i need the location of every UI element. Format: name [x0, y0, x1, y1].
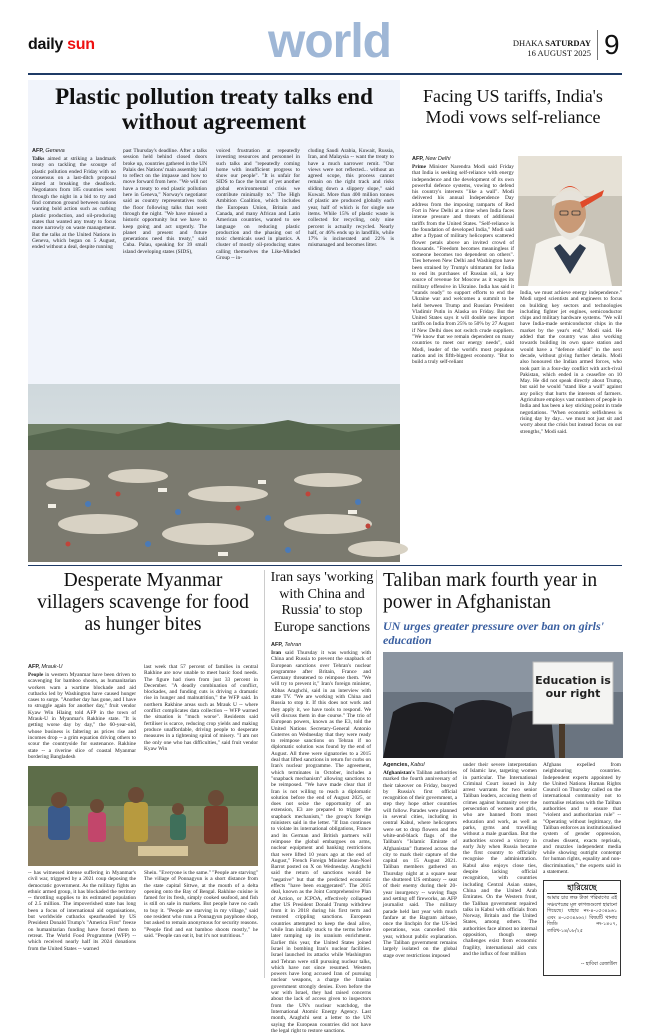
taliban-headline: Taliban mark fourth year in power in Afghanistan [383, 570, 598, 613]
myanmar-place: Mrauk-U [41, 664, 63, 670]
plastic-byline [32, 148, 65, 154]
taliban-col-2 [463, 762, 537, 978]
masthead [0, 0, 650, 76]
plastic-col-1 [32, 156, 116, 378]
masthead-rule [28, 73, 622, 75]
plastic-waste-photo [28, 384, 400, 562]
iran-lead: Iran [271, 650, 282, 656]
issue-full-date: 16 AUGUST 2025 [527, 48, 591, 58]
myanmar-col-4 [144, 870, 258, 978]
modi-photo [518, 156, 622, 286]
iran-headline: Iran says 'working with China and Russia' to stop Europe sanctions [270, 570, 374, 635]
daily-sun-logo [28, 36, 95, 54]
modi-col-1 [412, 164, 514, 562]
story-myanmar [28, 570, 258, 978]
taliban-agency: Agencies, [383, 762, 409, 768]
taliban-col-1 [383, 770, 457, 978]
lost-notice-box [543, 880, 621, 976]
story-iran [264, 570, 374, 1034]
taliban-col-3 [543, 762, 621, 876]
lost-notice-title: হারিয়েছে [547, 883, 617, 894]
myanmar-byline [28, 664, 62, 670]
taliban-photo [383, 652, 623, 758]
taliban-lead: Afghanistan's [383, 770, 415, 776]
iran-text: said Thursday it was working with China and Russia to prevent the snapback of European sanctions over Tehran's nuclear programme after Britain, France and Germany threatened to reimpose them. "We will try to prevent it," Iran's foreign minister, Abbas Araghchi, said in an interview with state TV. "We are working with China and Russia to stop it. If this does not work and they apply it, we have tools to respond. We will discuss them in due course." The trio of European powers, known as the E3, told the United Nations Secretary-General Antonio Guterres on Wednesday that they were ready to reimpose sanctions on Tehran if no diplomatic solution was found by the end of August. All three were signatories to a 2015 deal that lifted sanctions in return for curbs on Iran's nuclear programme. The agreement, which terminates in October, includes a "snapback mechanism" allowing sanctions to be reimposed. "We have made clear that if Iran is not willing to reach a diplomatic solution before the end of August 2025, or does not seize the opportunity of an extension, E3 are prepared to trigger the snapback mechanism," the group's foreign ministers said in the letter. "If Iran continues to violate its international obligations, France and its German and British partners will reimpose the global embargoes on arms, nuclear equipment and banking restrictions that were lifted 10 years ago at the end of August," French Foreign Minister Jean-Noel Barrot posted on X on Wednesday. Araghchi said the return of sanctions would be "negative" but that the predicted economic effects "have been exaggerated". The 2015 deal, known as the Joint Comprehensive Plan of Action, or JCPOA, effectively collapsed after US President Donald Trump withdrew from it in 2018 during his first term and restored crippling sanctions. European countries attempted to keep the deal alive, while Iran initially stuck to the terms before later ramping up its uranium enrichment. Earlier this year, the United States joined Israel in bombing Iran's nuclear facilities. Israel launched its attacks while Washington and Tehran were still pursuing nuclear talks, which have not since resumed. Western powers have long accused Iran of pursuing nuclear weapons, a charge the Iranian government strongly denies. Even before the war with Israel, they had raised concerns about the lack of access given to inspectors from the UN's nuclear watchdog, the International Atomic Energy Agency. Last month, Araghchi sent a letter to the UN saying the European countries did not have the legal right to restore sanctions. [271, 650, 371, 1034]
modi-text-2: India, we must achieve energy independence." Modi urged scientists and engineers to focus on building key sectors and technologies including fighter jet engines, semiconductor chips and military hardware systems. "We will have India-made semiconductor chips in the market by the year's end," Modi said. He added that the country was also working towards building its own space station and would have a "defence shield" in the next decade, without giving further details. Modi also honoured the Indian armed forces, who took part in a four-day conflict with arch-rival Pakistan, which ended in a ceasefire on 10 May. He did not speak directly about Trump, but said he would "stand like a wall" against any policy that hurts the interests of farmers. Agriculture employs vast numbers of people in India and has been a key sticking point in trade negotiations. "When economic selfishness is rising day by day... we must not just sit and worry about the crisis but instead focus on our strengths," Modi said. [520, 290, 622, 435]
story-modi [404, 80, 622, 562]
lost-notice-body: আমার চার লক্ষ টাকা পরিমাণের এই সঞ্চয়পত্রের মূল কাগজগুলো হারানো গিয়েছে। যাহার নং-৪-০৫৩৪৯৬১ এবং ৪-০৫৩৪৯৬২। বিষয়টি থানায় জিডি নং-১৪০৭, তারিখ-১৪/০৮/২৫ [547, 896, 617, 934]
story-plastic [28, 80, 400, 562]
iran-agency: AFP, [271, 642, 283, 648]
logo-sun: sun [67, 36, 95, 53]
myanmar-photo [28, 766, 258, 866]
modi-lead: Prime [412, 164, 427, 170]
iran-body [271, 650, 371, 1034]
plastic-text-2: past Thursday's deadline. After a talks session held behind closed doors broke up, countries gathered in the UN Palais des Nations' main assembly hall to reflect on the impasse and how to move forward from here. "We will not have a treaty to end plastic pollution here in Geneva," Norway's negotiator said as country representatives took the floor following talks that went through the night. "We have missed a historic opportunity but we have to keep going and act urgently. The planet and present and future generations need this treaty," said Cuba. Palau, speaking for 39 small island developing states (SIDS), [123, 148, 207, 255]
plastic-waste-illustration [28, 384, 400, 562]
modi-text-1: Minister Narendra Modi said Friday that India is seeking self-reliance with energy independence and the development of its own powerful defence systems, vowing to defend his country's interests "like a wall". Modi delivered his annual Independence Day address from the imposing ramparts of Red Fort in New Delhi at a time when India faces intense pressure and threats of additional tariffs from the United States. "Self-reliance is the foundation of developed India," Modi said after a flypast of military helicopters scattered flower petals above an invited crowd of thousands. "Freedom becomes meaningless if someone becomes too dependent on others". Ties between New Delhi and Washington have been strained by Trump's ultimatum for India to end its purchases of Russian oil, a key source of revenue for Moscow as it wages its military offensive in Ukraine. India has said it "stands ready" to support efforts to end the Ukraine war and welcomes a summit to be held between Trump and Russian President Vladimir Putin in Alaska on Friday. But the United States says it will double new import tariffs on India from 25% to 50% by 27 August if New Delhi does not switch crude suppliers. "We know that we remain dependent on many countries to meet our energy needs", said Modi, leader of the world's most populous nation and its fifth-biggest economy. "But to build a truly self-reliant [412, 164, 514, 366]
modi-col-2 [520, 290, 622, 562]
plastic-text-3: voiced frustration at repeatedly investing resources and personnel in such talks and "repeatedly coming home with insufficient progress to show our people". "It is unfair for SIDS to face the brunt of yet another global environmental crisis we contribute minimally to." The High Ambition Coalition, which includes the European Union, Britain and Canada, and many African and Latin American countries, wanted to see language on reducing plastic production and the phasing out of toxic chemicals used in plastics. A cluster of mostly oil-producing states calling themselves the Like-Minded Group -- in- [216, 148, 300, 262]
villagers-illustration [28, 766, 258, 866]
lost-notice-signer: -- হাবিবা রেজাউল [580, 962, 617, 967]
modi-agency: AFP, [412, 156, 424, 162]
plastic-col-3 [216, 148, 300, 378]
plastic-col-2 [123, 148, 207, 378]
plastic-agency: AFP, [32, 148, 44, 154]
modi-byline [412, 156, 450, 162]
myanmar-col-3 [28, 870, 136, 978]
myanmar-col-1 [28, 672, 136, 760]
taliban-byline [383, 762, 425, 768]
myanmar-text-1: in western Myanmar have been driven to scavenging for bamboo shoots, as humanitarian workers warn a wartime blockade and aid cutbacks led by Washington have caused hunger cases to surge. "Another day has gone, and I have to struggle again for another day," fruit vendor Kyaw Win Hlaing told AFP in the town of Mrauk-U in Myanmar's Rakhine state. "It is getting worse day by day," the 60-year-old, whose business is faltering as prices rise and incomes drop -- a grim equation driving others to scour the countryside for sustenance. Rakhine state -- a riverine slice of coastal Myanmar bordering Bangladesh [28, 672, 136, 760]
protest-sign-text: Education is our right [535, 674, 611, 700]
issue-city: DHAKA [512, 38, 544, 48]
logo-daily: daily [28, 36, 63, 53]
myanmar-text-4: Shein. "Everyone is the same." "People are starving" The village of Ponnagyun is a short distance from the state capital Sittwe, at the mouth of a delta opening onto the Bay of Bengal. Rakhine cuisine is famed for its fresh, simply cooked seafood, and fish is still on sale in markets. But people have no cash to buy it. "People are starving in my village," said one resident who runs a Ponnagyun payphone shop, but asked to remain anonymous for security reasons. "People find and eat bamboo shoots mostly," he said. "People can eat it, but it's not nutritious." [144, 870, 258, 939]
plastic-place: Geneva [45, 148, 65, 154]
issue-weekday: SATURDAY [545, 38, 591, 48]
section-title: world [268, 15, 391, 68]
section-divider [28, 565, 622, 566]
modi-portrait [518, 156, 622, 286]
taliban-subhead: UN urges greater pressure over ban on girls' education [383, 619, 605, 647]
plastic-text-1: aimed at striking a landmark treaty on tackling the scourge of plastic pollution ended Friday with no consensus on a last-ditch proposal aimed at breaking the deadlock. Negotiators from 185 countries went through the night in a bid to try and find common ground between nations wanting bold action such as curbing plastic production, and oil-producing states that wanted any treaty to focus more narrowly on waste management. But the talks at the United Nations in Geneva, which began on 5 August, ended without a deal, despite running [32, 156, 116, 251]
taliban-text-2: under their severe interpretation of Islamic law, targeting women in particular. The International Criminal Court issued in July arrest warrants for two senior Taliban leaders, accusing them of crimes against humanity over the persecution of women and girls, who are banned from most education and work, as well as parks, gyms and travelling without a male guardian. But the authorities scored a victory in early July when Russia became the first country to officially recognise the administration. Kabul also enjoys close ties, despite lacking official recognition, with countries including Central Asian states, China and the United Arab Emirates. On the Western front, the Taliban government repaired talks in Kabul with officials from Norway, Britain and the United States, among others. The authorities face almost no internal opposition, though steep challenges exist from economic fragility, international aid cuts and the influx of four million [463, 762, 537, 957]
myanmar-headline: Desperate Myanmar villagers scavenge for food as hunger bites [37, 570, 249, 635]
myanmar-text-2: last week that 57 percent of families in central Rakhine are now unable to meet basic food needs. The figure had risen from just 33 percent in December. "A deadly combination of conflict, blockades, and funding cuts is driving a dramatic rise in hunger and malnutrition," the WFP said. In northern Rakhine areas such as Mrauk U -- where conflict complicates data collection -- WFP warned the situation is "much worse". Residents said fertiliser is scarce, reducing crop yields and making produce unaffordable, driving people to desperate measures in a tightening spiral of misery. "I am not the only one who has difficulties," said fruit vendor Kyaw Win [144, 664, 258, 752]
myanmar-text-3: -- has witnessed intense suffering in Myanmar's civil war, triggered by a 2021 coup deposing the democratic government. As the military fights an ethnic armed group, it has blockaded the territory -- throttling supplies to its estimated population of 2.5 million. The impoverished state has long been a focus of international aid organisations, but worldwide cutbacks spearheaded by US President Donald Trump's "America First" freeze on humanitarian funding have forced them to retreat. The World Food Programme (WFP) -- which received nearly half its 2024 donations from the United States -- warned [28, 870, 136, 952]
modi-headline: Facing US tariffs, India's Modi vows self-reliance [423, 86, 603, 127]
iran-place: Tehran [284, 642, 302, 648]
plastic-col-4 [308, 148, 394, 378]
myanmar-lead: People [28, 672, 44, 678]
modi-place: New Delhi [425, 156, 451, 162]
protest-illustration [383, 652, 623, 758]
plastic-headline: Plastic pollution treaty talks end without agreement [55, 84, 373, 134]
taliban-place: Kabul [410, 762, 425, 768]
plastic-text-4: cluding Saudi Arabia, Kuwait, Russia, Iran, and Malaysia -- want the treaty to have a much narrower remit. "Our views were not reflected... without an agreed scope, this process cannot remain on the right track and risks sliding down a slippery slope," said Kuwait. More than 400 million tonnes of plastic are produced globally each year, half of which is for single use items. While 15% of plastic waste is collected for recycling, only nine percent is actually recycled. Nearly half, or 46% ends up in landfills, while 17% is incinerated and 22% is mismanaged and becomes litter. [308, 148, 394, 249]
story-taliban [376, 570, 622, 978]
taliban-text-1: Taliban authorities marked the fourth anniversary of their takeover on Friday, buoyed by Russia's first official recognition of their government, a step they hope other countries will follow. Parades were planned in several cities, including in central Kabul, where helicopters were set to drop flowers and the white-and-black flags of the Taliban's "Islamic Emirate of Afghanistan" fluttered across the city to mark their capture of the capital on 15 August 2021. Taliban members gathered on Thursday night at a square near the shuttered US embassy -- seat of their enemy during their 20-year insurgency -- waving flags and setting off fireworks, an AFP journalist said. The military parade held last year with much fanfare at the Bagram airbase, once the linchpin for the US-led operations, was cancelled this year, without public explanation. The Taliban government remains largely isolated on the global stage over restrictions imposed [383, 770, 457, 959]
issue-date [503, 38, 591, 58]
page-number: 9 [597, 30, 620, 60]
plastic-lead: Talks [32, 156, 45, 162]
iran-byline [271, 642, 301, 648]
myanmar-agency: AFP, [28, 664, 40, 670]
myanmar-col-2 [144, 664, 258, 760]
taliban-text-3: Afghans expelled from neighbouring countries. Independent experts appointed by the United Nations Human Rights Council on Thursday called on the international community not to normalise relations with the Taliban authorities and to ensure that "violent and authoritarian rule" -- "Operating without legitimacy, the Taliban enforces an institutionalised system of gender oppression, crushes dissent, exacts reprisals, and muzzles independent media while showing outright contempt for human rights, equality and non-discrimination," the experts said in a statement. [543, 762, 621, 876]
